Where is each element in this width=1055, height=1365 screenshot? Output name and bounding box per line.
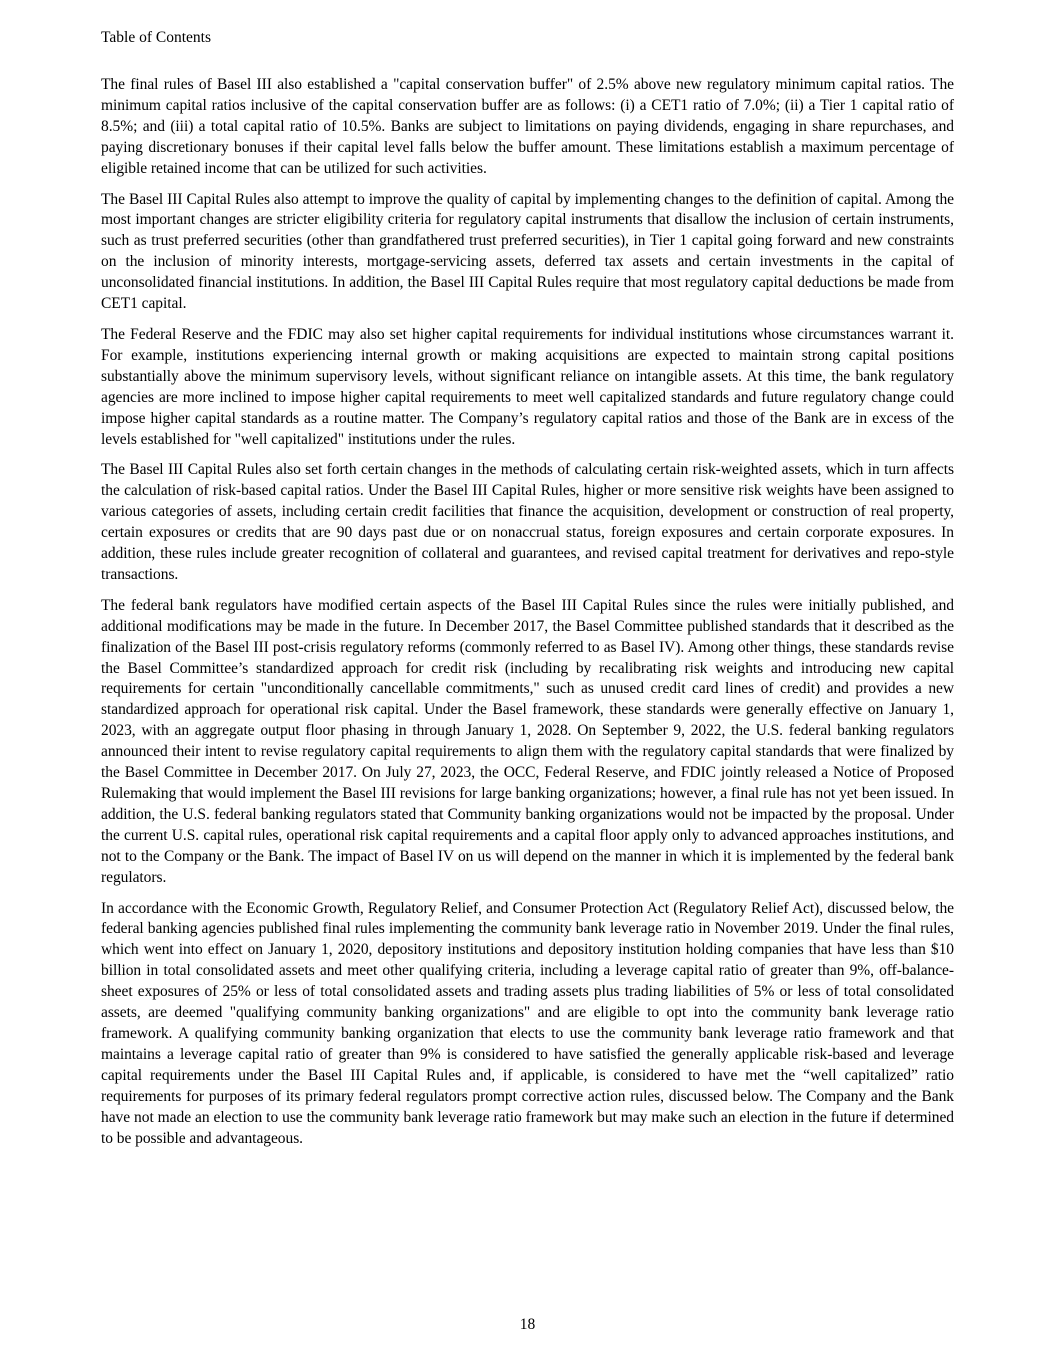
paragraph-community-bank-leverage-ratio: In accordance with the Economic Growth, Regulatory Relief, and Consumer Protection Act (Regulatory Relief Act), discussed below, the federal banking agencies published final rules implementing the community bank leverage ratio in November 2019. Under the final rules, which went into effect on January 1, 2020, depository institutions and depository institution holding companies that have less than $10 billion in total consolidated assets and meet other qualifying criteria, including a leverage capital ratio of greater than 9%, off-balance-sheet exposures of 25% or less of total consolidated assets and trading assets plus trading liabilities of 5% or less of total consolidated assets, are deemed "qualifying community banking organizations" and are eligible to opt into the community bank leverage ratio framework. A qualifying community banking organization that elects to use the community bank leverage ratio framework and that maintains a leverage capital ratio of greater than 9% is considered to have satisfied the generally applicable risk-based and leverage capital requirements under the Basel III Capital Rules and, if applicable, is considered to have met the “well capitalized” ratio requirements for purposes of its primary federal regulators prompt corrective action rules, discussed below. The Company and the Bank have not made an election to use the community bank leverage ratio framework but may make such an election in the future if determined to be possible and advantageous. [101, 899, 954, 1147]
page-number: 18 [519, 1316, 536, 1333]
paragraph-higher-capital-requirements: The Federal Reserve and the FDIC may also set higher capital requirements for individual institutions whose circumstances warrant it. For example, institutions experiencing internal growth or making acquisitions are expected to maintain strong capital positions substantially above the minimum supervisory levels, without significant reliance on intangible assets. At this time, the bank regulatory agencies are more inclined to impose higher capital requirements to meet well capitalized standards and future regulatory change could impose higher capital standards as a routine matter. The Company’s regulatory capital ratios and those of the Bank are in excess of the levels established for "well capitalized" institutions under the rules. [101, 325, 954, 448]
paragraph-basel-iv-modifications: The federal bank regulators have modified certain aspects of the Basel III Capital Rules since the rules were initially published, and additional modifications may be made in the future. In December 2017, the Basel Committee published standards that it described as the finalization of the Basel III post-crisis regulatory reforms (commonly referred to as Basel IV). Among other things, these standards revise the Basel Committee’s standardized approach for credit risk (including by recalibrating risk weights and introducing new capital requirements for certain "unconditionally cancellable commitments," such as unused credit card lines of credit) and provides a new standardized approach for operational risk capital. Under the Basel framework, these standards were generally effective on January 1, 2023, with an aggregate output floor phasing in through January 1, 2028. On September 9, 2022, the U.S. federal banking regulators announced their intent to revise regulatory capital requirements to align them with the regulatory capital standards that were finalized by the Basel Committee in December 2017. On July 27, 2023, the OCC, Federal Reserve, and FDIC jointly released a Notice of Proposed Rulemaking that would implement the Basel III revisions for large banking organizations; however, a final rule has not yet been issued. In addition, the U.S. federal banking regulators stated that Community banking organizations would not be impacted by the proposal. Under the current U.S. capital rules, operational risk capital requirements and a capital floor apply only to advanced approaches institutions, and not to the Company or the Bank. The impact of Basel IV on us will depend on the manner in which it is implemented by the federal bank regulators. [101, 596, 954, 886]
paragraph-quality-of-capital: The Basel III Capital Rules also attempt to improve the quality of capital by implementing changes to the definition of capital. Among the most important changes are stricter eligibility criteria for regulatory capital instruments that disallow the inclusion of certain instruments, such as trust preferred securities (other than grandfathered trust preferred securities), in Tier 1 capital going forward and new constraints on the inclusion of minority interests, mortgage-servicing assets, deferred tax assets and certain investments in the capital of unconsolidated financial institutions. In addition, the Basel III Capital Rules require that most regulatory capital deductions be made from CET1 capital. [101, 190, 954, 313]
document-body [101, 75, 954, 1159]
paragraph-risk-weighted-assets: The Basel III Capital Rules also set forth certain changes in the methods of calculating certain risk-weighted assets, which in turn affects the calculation of risk-based capital ratios. Under the Basel III Capital Rules, higher or more sensitive risk weights have been assigned to various categories of assets, including certain credit facilities that finance the acquisition, development or construction of real property, certain exposures or credits that are 90 days past due or on nonaccrual status, foreign exposures and certain corporate exposures. In addition, these rules include greater recognition of collateral and guarantees, and revised capital treatment for derivatives and repo-style transactions. [101, 461, 954, 583]
table-of-contents-link[interactable]: Table of Contents [101, 29, 211, 46]
paragraph-capital-conservation-buffer: The final rules of Basel III also established a "capital conservation buffer" of 2.5% above new regulatory minimum capital ratios. The minimum capital ratios inclusive of the capital conservation buffer are as follows: (i) a CET1 ratio of 7.0%; (ii) a Tier 1 capital ratio of 8.5%; and (iii) a total capital ratio of 10.5%. Banks are subject to limitations on paying dividends, engaging in share repurchases, and paying discretionary bonuses if their capital level falls below the buffer amount. These limitations establish a maximum percentage of eligible retained income that can be utilized for such activities. [101, 76, 954, 177]
